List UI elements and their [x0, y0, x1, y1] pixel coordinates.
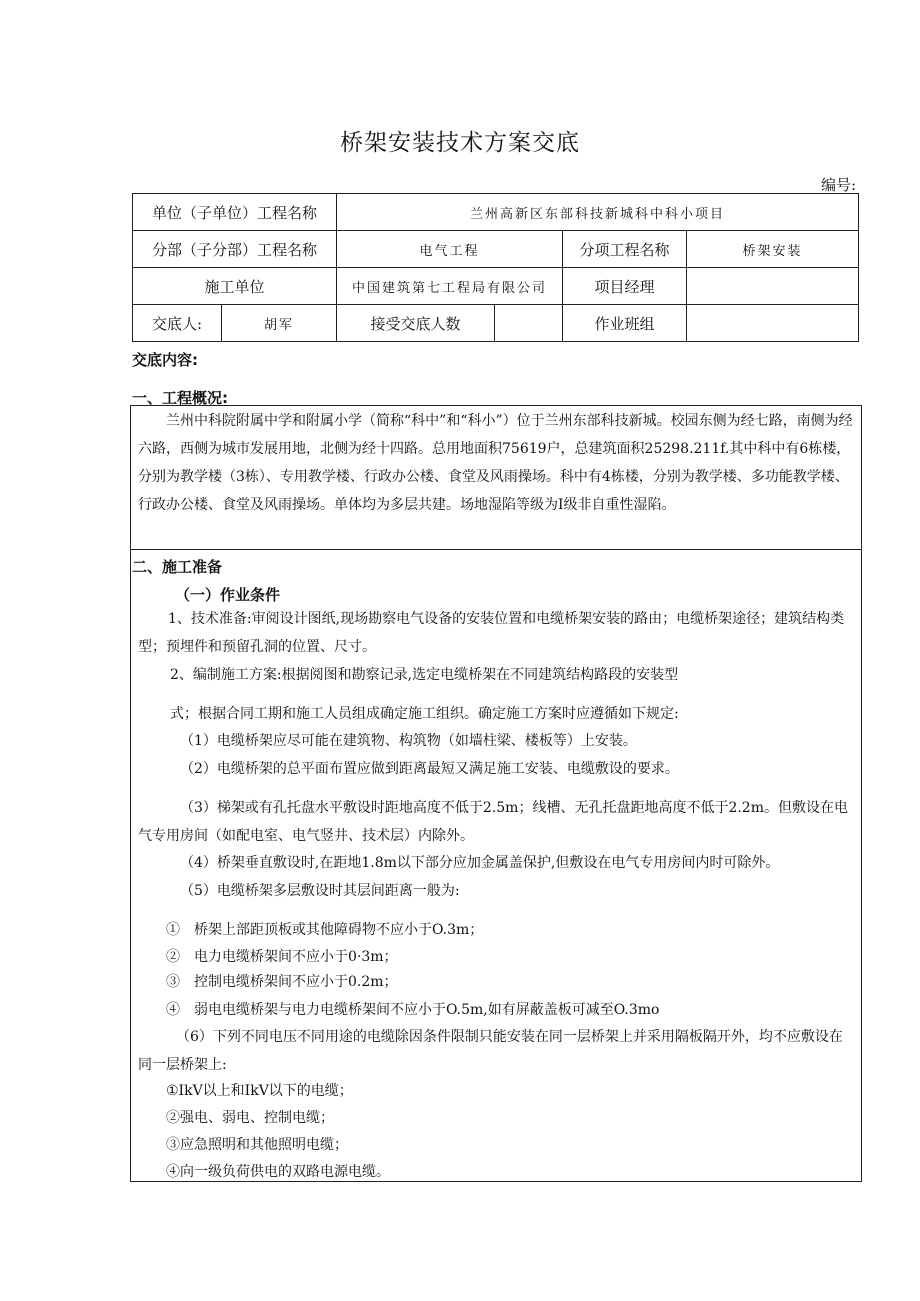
section-overview-heading: 一、工程概况:	[132, 389, 228, 407]
discloser-label: 交底人:	[133, 305, 222, 342]
rule-5: （5）电缆桥架多层敷设时其层间距离一般为:	[180, 883, 460, 899]
receivers-count-value	[495, 305, 563, 342]
contractor-label: 施工单位	[133, 268, 337, 305]
spacing-item-4: ④ 弱电电缆桥架与电力电缆桥架间不应小于O.5m,如有屏蔽盖板可减至O.3mo	[166, 1002, 660, 1018]
overview-text: 兰州中科院附属中学和附属小学（简称“科中”和“科小”）位于兰州东部科技新城。校园东侧为经七路，南侧为经六路，西侧为城市发展用地，北侧为经十四路。总用地面积75619户，总建筑面积25298.211f.其中科中有6栋楼，分别为教学楼（3栋）、专用教学楼、行政办公楼、食堂及风雨操场。科中有4栋楼，分别为教学楼、多功能教学楼、行政办公楼、食堂及风雨操场。单体均为多层共建。场地湿陷等级为I级非自重性湿陷。	[138, 413, 853, 513]
unit-name-value: 兰州高新区东部科技新城科中科小项目	[337, 194, 859, 231]
cable-item-1: ①IkV以上和IkV以下的电缆；	[166, 1083, 353, 1099]
subitem-name-label: 分项工程名称	[563, 231, 687, 268]
content-heading: 交底内容:	[132, 351, 198, 369]
rule-4: （4）桥架垂直敷设时,在距地1.8m以下部分应加金属盖保护,但敷设在电气专用房间内时可除外。	[180, 855, 780, 871]
work-conditions-heading: （一）作业条件	[175, 586, 281, 604]
rule-3: （3）梯架或有孔托盘水平敷设时距地高度不低于2.5m；线槽、无孔托盘距地高度不低于2.2m。但敷设在电气专用房间（如配电室、电气竖井、技术层）内除外。	[138, 800, 848, 844]
construction-plan-line2: 式；根据合同工期和施工人员组成确定施工组织。确定施工方案时应遵循如下规定:	[170, 706, 679, 722]
work-team-value	[687, 305, 859, 342]
unit-name-label: 单位（子单位）工程名称	[133, 194, 337, 231]
work-team-label: 作业班组	[563, 305, 687, 342]
table-row	[133, 305, 859, 342]
technical-preparation: 1、技术准备:审阅设计图纸,现场勘察电气设备的安装位置和电缆桥架安装的路由；电缆桥架途径；建筑结构类型；预埋件和预留孔洞的位置、尺寸。	[138, 611, 845, 655]
doc-number-label: 编号:	[820, 176, 856, 194]
receivers-count-label: 接受交底人数	[337, 305, 495, 342]
project-manager-value	[687, 268, 859, 305]
table-row	[133, 231, 859, 268]
spacing-item-1: ① 桥架上部距顶板或其他障碍物不应小于O.3m；	[166, 922, 484, 938]
rule-6: （6）下列不同电压不同用途的电缆除因条件限制只能安装在同一层桥架上并采用隔板隔开外，均不应敷设在同一层桥架上:	[138, 1029, 843, 1073]
division-name-value: 电气工程	[337, 231, 563, 268]
contractor-value: 中国建筑第七工程局有限公司	[337, 268, 563, 305]
cable-item-2: ②强电、弱电、控制电缆；	[166, 1110, 334, 1126]
cable-item-3: ③应急照明和其他照明电缆；	[166, 1137, 348, 1153]
page-title: 桥架安装技术方案交底	[340, 130, 580, 156]
spacing-item-2: ② 电力电缆桥架间不应小于0·3m；	[166, 949, 398, 965]
discloser-value: 胡军	[222, 305, 337, 342]
division-name-label: 分部（子分部）工程名称	[133, 231, 337, 268]
project-info-table	[132, 193, 859, 342]
section-preparation-heading: 二、施工准备	[132, 558, 223, 576]
construction-plan-line1: 2、编制施工方案:根据阅图和勘察记录,选定电缆桥架在不同建筑结构路段的安装型	[170, 667, 679, 683]
table-row	[133, 194, 859, 231]
rule-1: （1）电缆桥架应尽可能在建筑物、构筑物（如墙柱梁、楼板等）上安装。	[180, 733, 637, 749]
table-row	[133, 268, 859, 305]
spacing-item-3: ③ 控制电缆桥架间不应小于0.2m；	[166, 974, 398, 990]
project-manager-label: 项目经理	[563, 268, 687, 305]
cable-item-4: ④向一级负荷供电的双路电源电缆。	[166, 1164, 390, 1180]
rule-2: （2）电缆桥架的总平面布置应做到距离最短又满足施工安装、电缆敷设的要求。	[180, 761, 679, 777]
subitem-name-value: 桥架安装	[687, 231, 859, 268]
